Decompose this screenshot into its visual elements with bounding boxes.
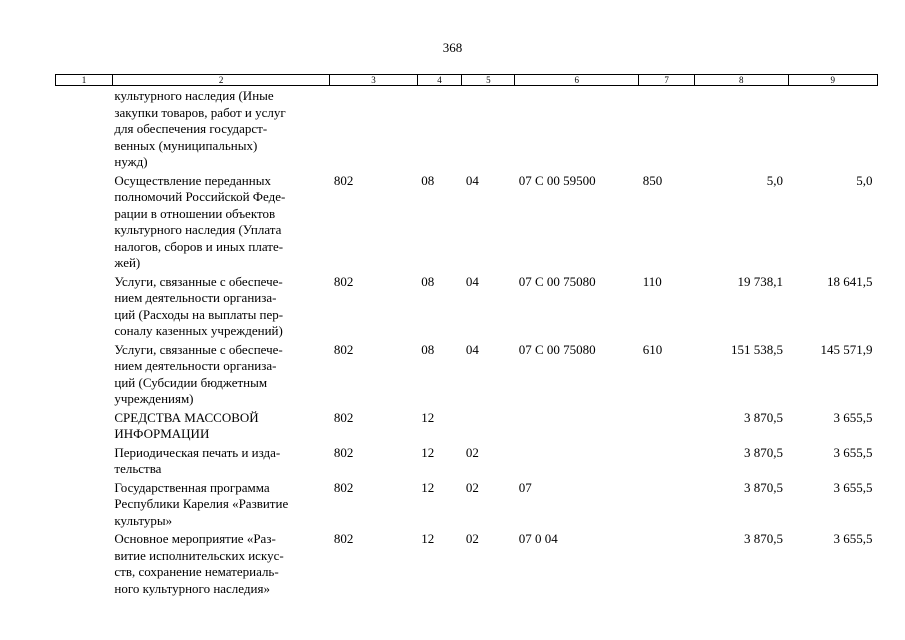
row-vr-cell: 610 [642, 341, 663, 357]
row-name-line: Осуществление переданных [114, 172, 271, 188]
row-vr-cell [639, 529, 695, 597]
row-name-line: жей) [114, 255, 141, 270]
row-name-line: налогов, сборов и иных плате- [114, 238, 284, 254]
row-rz-cell: 12 [421, 531, 435, 546]
row-name-line: закупки товаров, работ и услуг [114, 104, 286, 120]
table-row [56, 478, 878, 530]
row-rz-cell: 12 [421, 409, 435, 425]
row-csr-cell [515, 443, 639, 478]
row-sum1-cell [695, 86, 788, 171]
row-pr-cell: 04 [465, 273, 479, 289]
header-col-1: 1 [56, 75, 113, 86]
row-ved-cell: 802 [333, 341, 354, 357]
table-row [56, 272, 878, 340]
row-ved-cell: 802 [333, 273, 354, 289]
row-name-line: ИНФОРМАЦИИ [114, 426, 210, 441]
row-name-line: венных (муниципальных) [114, 137, 258, 153]
header-col-2: 2 [112, 75, 329, 86]
row-name-line: витие исполнительских искус- [114, 547, 284, 563]
row-sum2-cell: 3 655,5 [833, 409, 873, 425]
row-csr-cell [515, 86, 639, 171]
row-rz-cell: 08 [421, 172, 435, 188]
row-name-line: ций (Расходы на выплаты пер- [114, 306, 284, 322]
table-row [56, 86, 878, 171]
row-sum1-cell: 3 870,5 [744, 479, 784, 495]
row-rz-cell: 08 [421, 341, 435, 357]
row-vr-cell [639, 86, 695, 171]
row-name-line: учреждениям) [114, 391, 194, 406]
row-number-cell [56, 529, 113, 597]
header-col-7: 7 [639, 75, 695, 86]
row-csr-cell: 07 С 00 59500 [518, 172, 596, 188]
row-name-line: полномочий Российской Феде- [114, 189, 286, 204]
row-name-cell [112, 171, 329, 272]
row-number-cell [56, 340, 113, 408]
row-name-line: Основное мероприятие «Раз- [114, 531, 276, 546]
row-name-line: рации в отношении объектов [114, 205, 276, 221]
table-body [56, 86, 878, 598]
row-sum2-cell: 3 655,5 [833, 444, 873, 460]
header-row [56, 75, 878, 86]
row-name-line: Периодическая печать и изда- [114, 444, 281, 460]
row-name-line: нием деятельности организа- [114, 358, 277, 373]
row-number-cell [56, 478, 113, 530]
row-name-line: нужд) [114, 154, 148, 169]
page-number: 368 [442, 40, 463, 55]
row-sum1-cell: 19 738,1 [737, 273, 784, 289]
row-name-line: Государственная программа [114, 479, 270, 495]
row-vr-cell: 850 [642, 172, 663, 188]
row-name-line: Услуги, связанные с обеспече- [114, 273, 283, 289]
header-col-3: 3 [330, 75, 417, 86]
row-name-cell [112, 443, 329, 478]
row-rz-cell: 08 [421, 273, 435, 289]
row-ved-cell: 802 [333, 172, 354, 188]
row-number-cell [56, 408, 113, 443]
row-sum2-cell: 5,0 [856, 172, 873, 188]
row-csr-cell: 07 0 04 [518, 531, 558, 546]
row-vr-cell: 110 [642, 273, 662, 289]
table-row [56, 408, 878, 443]
row-name-cell [112, 478, 329, 530]
row-number-cell [56, 443, 113, 478]
row-csr-cell: 07 С 00 75080 [518, 273, 596, 289]
row-name-line: СРЕДСТВА МАССОВОЙ [114, 409, 259, 425]
row-name-line: тельства [114, 461, 162, 476]
row-csr-cell: 07 С 00 75080 [518, 341, 596, 357]
row-ved-cell: 802 [333, 479, 354, 495]
table-header [56, 75, 878, 86]
row-name-cell [112, 86, 329, 171]
header-col-4: 4 [417, 75, 462, 86]
row-rz-cell: 12 [421, 479, 435, 495]
row-name-line: культурного наследия (Уплата [114, 222, 282, 237]
row-vr-cell [639, 408, 695, 443]
row-name-line: ств, сохранение нематериаль- [114, 564, 279, 579]
row-number-cell [56, 86, 113, 171]
row-sum2-cell: 18 641,5 [827, 273, 873, 289]
row-name-line: ного культурного наследия» [114, 580, 270, 596]
header-col-6: 6 [515, 75, 639, 86]
table-row [56, 529, 878, 597]
row-rz-cell [417, 86, 462, 171]
row-name-line: Услуги, связанные с обеспече- [114, 341, 283, 357]
table-row [56, 443, 878, 478]
row-ved-cell: 802 [333, 444, 354, 460]
row-sum2-cell: 3 655,5 [833, 531, 873, 546]
row-name-line: ций (Субсидии бюджетным [114, 374, 268, 390]
row-csr-cell [515, 408, 639, 443]
row-pr-cell: 02 [465, 479, 479, 495]
row-sum2-cell [788, 86, 877, 171]
row-name-cell [112, 408, 329, 443]
row-vr-cell [639, 478, 695, 530]
header-col-5: 5 [462, 75, 515, 86]
row-pr-cell: 04 [465, 341, 479, 357]
row-csr-cell: 07 [518, 479, 532, 495]
header-col-9: 9 [788, 75, 877, 86]
row-name-line: культуры» [114, 512, 173, 528]
row-pr-cell [462, 408, 515, 443]
row-name-cell [112, 529, 329, 597]
row-name-line: нием деятельности организа- [114, 290, 277, 305]
row-name-cell [112, 272, 329, 340]
row-name-line: для обеспечения государст- [114, 121, 268, 136]
row-rz-cell: 12 [421, 444, 435, 460]
row-pr-cell: 02 [465, 444, 479, 460]
row-sum1-cell: 3 870,5 [744, 531, 784, 546]
row-number-cell [56, 171, 113, 272]
row-pr-cell [462, 86, 515, 171]
row-ved-cell: 802 [333, 409, 354, 425]
row-sum2-cell: 145 571,9 [820, 341, 873, 357]
row-vr-cell [639, 443, 695, 478]
row-sum1-cell: 3 870,5 [744, 444, 784, 460]
row-ved-cell: 802 [333, 531, 354, 546]
table-row [56, 171, 878, 272]
row-name-line: соналу казенных учреждений) [114, 323, 283, 338]
row-name-line: культурного наследия (Иные [114, 88, 274, 103]
row-sum1-cell: 5,0 [766, 172, 784, 188]
row-number-cell [56, 272, 113, 340]
row-ved-cell [330, 86, 417, 171]
row-pr-cell: 02 [465, 531, 479, 546]
row-sum1-cell: 151 538,5 [731, 341, 784, 357]
row-name-cell [112, 340, 329, 408]
header-col-8: 8 [695, 75, 788, 86]
row-pr-cell: 04 [465, 172, 479, 188]
budget-table [55, 74, 878, 597]
row-sum1-cell: 3 870,5 [744, 409, 784, 425]
row-sum2-cell: 3 655,5 [833, 479, 873, 495]
row-name-line: Республики Карелия «Развитие [114, 496, 289, 511]
table-row [56, 340, 878, 408]
